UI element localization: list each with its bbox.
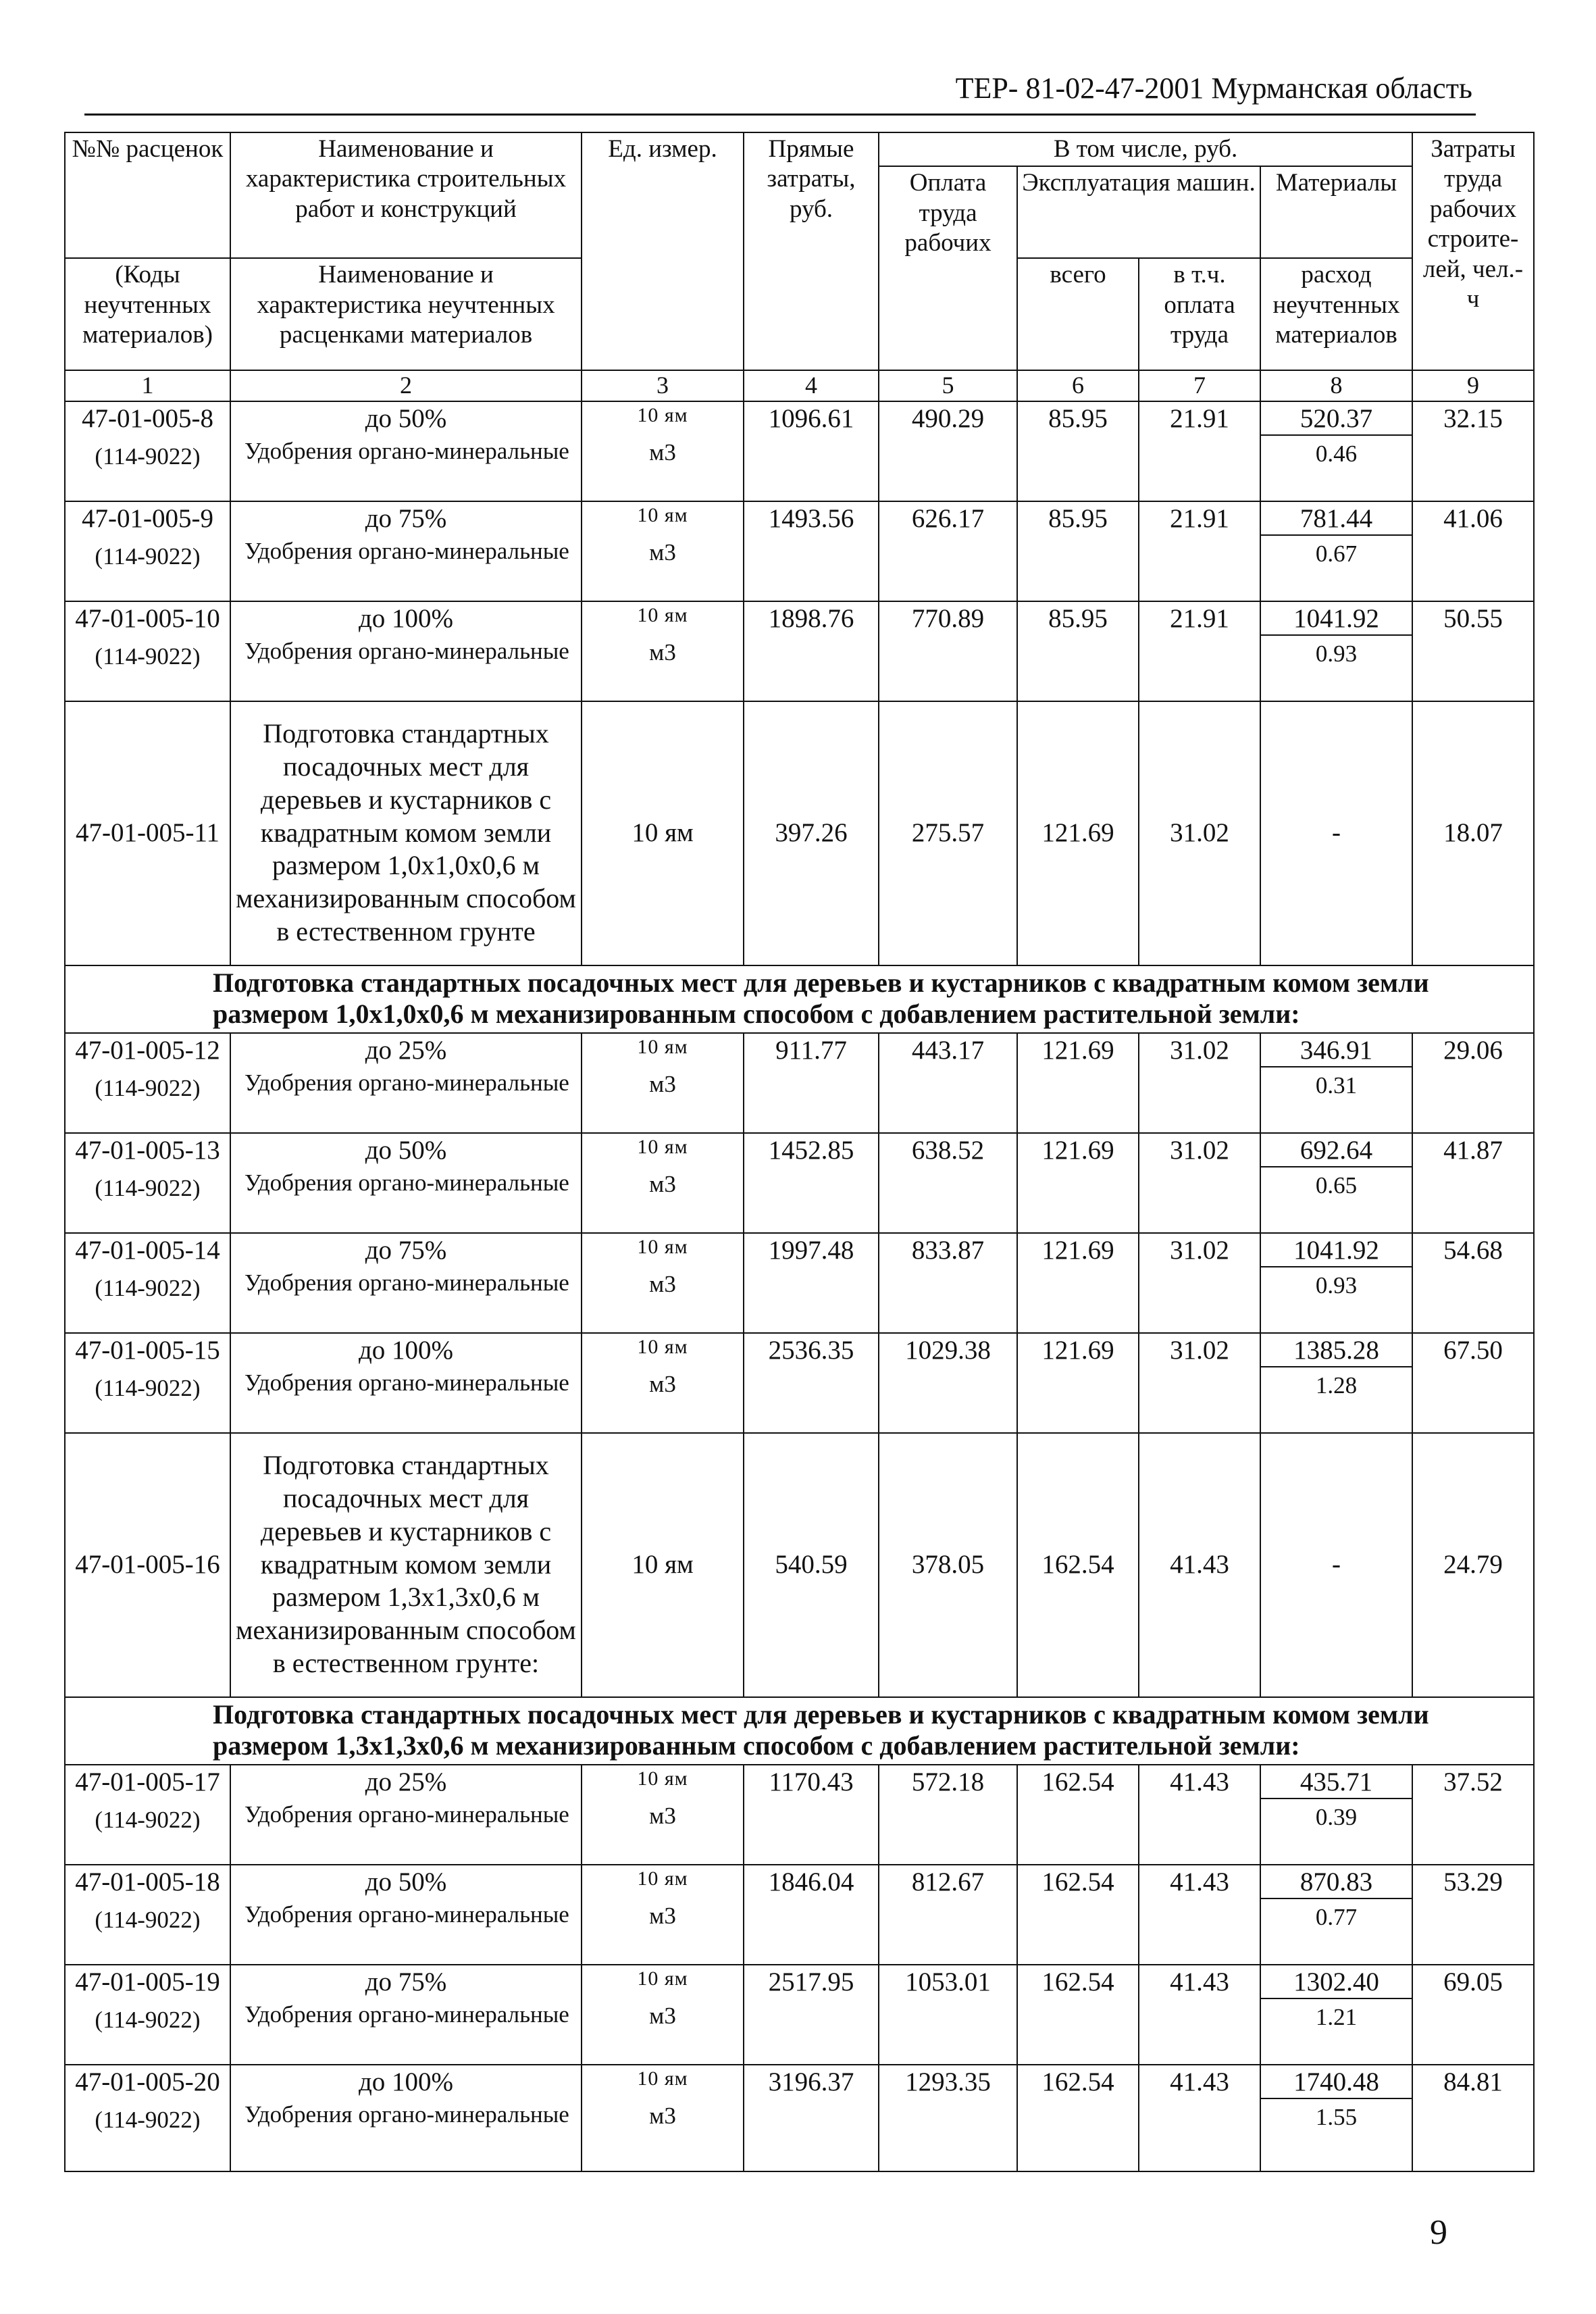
- rate-direct: 1997.48: [744, 1233, 879, 1333]
- rate-name-cell: [230, 401, 582, 501]
- rate-pay: 1053.01: [879, 1965, 1017, 2065]
- rate-name-cell: [230, 1133, 582, 1233]
- header-row-1: [65, 132, 1534, 166]
- rate-labor: 41.87: [1412, 1133, 1534, 1233]
- rate-unit: 10 ям: [637, 503, 688, 526]
- column-number: 3: [582, 370, 744, 401]
- rate-unit-cell: [582, 501, 744, 601]
- materials-cell: [1260, 501, 1412, 601]
- material-code: (114-9022): [95, 1375, 201, 1402]
- rate-unit-cell: [582, 1233, 744, 1333]
- rate-name-cell: [230, 1765, 582, 1865]
- rate-code-cell: [65, 1233, 230, 1333]
- column-number: 7: [1139, 370, 1260, 401]
- material-code: (114-9022): [95, 443, 201, 470]
- rate-unit-cell: [582, 1033, 744, 1133]
- header-materials: Материалы: [1260, 166, 1412, 258]
- rate-unit: 10 ям: [637, 1767, 688, 1790]
- rate-name-cell: [230, 1233, 582, 1333]
- rate-code-cell: [65, 601, 230, 701]
- page-header: ТЕР- 81-02-47-2001 Мурманская область: [955, 72, 1472, 105]
- material-code: (114-9022): [95, 543, 201, 570]
- rate-machine-pay: 41.43: [1139, 2065, 1260, 2171]
- rate-name: до 25%: [365, 1035, 447, 1065]
- rate-unit-cell: [582, 2065, 744, 2171]
- material-unit: м3: [649, 438, 676, 466]
- materials-cell: [1260, 2065, 1412, 2171]
- rate-name: до 75%: [365, 503, 447, 533]
- rate-materials: 520.37: [1261, 403, 1412, 436]
- material-unit: м3: [649, 1270, 676, 1297]
- rate-code: 47-01-005-11: [65, 701, 230, 965]
- rate-name-cell: [230, 601, 582, 701]
- rate-materials: 1041.92: [1261, 603, 1412, 636]
- rate-machine: 85.95: [1017, 501, 1139, 601]
- rate-code: 47-01-005-13: [75, 1135, 220, 1165]
- rate-machine-pay: 21.91: [1139, 401, 1260, 501]
- rate-name: до 100%: [358, 603, 454, 633]
- header-unit: Ед. измер.: [582, 132, 744, 370]
- rate-machine: 121.69: [1017, 1333, 1139, 1433]
- material-quantity: 0.93: [1315, 1272, 1358, 1299]
- material-code: (114-9022): [95, 2007, 201, 2034]
- material-name: Удобрения органо-минеральные: [244, 2101, 569, 2128]
- material-name: Удобрения органо-минеральные: [244, 1070, 569, 1097]
- rate-name-cell: [230, 2065, 582, 2171]
- rate-code: 47-01-005-19: [75, 1967, 220, 1996]
- rate-materials: 692.64: [1261, 1135, 1412, 1168]
- rate-materials: 781.44: [1261, 503, 1412, 536]
- material-quantity: 0.77: [1315, 1904, 1358, 1931]
- rate-pay: 770.89: [879, 601, 1017, 701]
- rate-machine-pay: 41.43: [1139, 1433, 1260, 1697]
- material-name: Удобрения органо-минеральные: [244, 1901, 569, 1928]
- rate-name-cell: [230, 501, 582, 601]
- rate-labor: 41.06: [1412, 501, 1534, 601]
- material-quantity: 0.39: [1315, 1804, 1358, 1831]
- header-direct-costs: Прямые затраты, руб.: [744, 132, 879, 370]
- rate-pay: 638.52: [879, 1133, 1017, 1233]
- material-name: Удобрения органо-минеральные: [244, 1169, 569, 1197]
- material-quantity: 0.93: [1315, 640, 1358, 668]
- rate-unit: 10 ям: [637, 1867, 688, 1890]
- rate-pay: 626.17: [879, 501, 1017, 601]
- material-name: Удобрения органо-минеральные: [244, 538, 569, 565]
- column-number: 9: [1412, 370, 1534, 401]
- rate-unit-cell: [582, 601, 744, 701]
- rate-labor: 67.50: [1412, 1333, 1534, 1433]
- rate-machine: 162.54: [1017, 1765, 1139, 1865]
- rate-row: [65, 1233, 1534, 1333]
- rate-machine-pay: 31.02: [1139, 1033, 1260, 1133]
- materials-cell: [1260, 1033, 1412, 1133]
- column-number: 1: [65, 370, 230, 401]
- rate-labor: 32.15: [1412, 401, 1534, 501]
- rates-table: [64, 132, 1535, 2172]
- rate-labor: 50.55: [1412, 601, 1534, 701]
- rate-unit: 10 ям: [637, 603, 688, 626]
- material-quantity: 0.67: [1315, 540, 1358, 568]
- material-quantity: 1.28: [1315, 1372, 1358, 1399]
- rate-code-cell: [65, 2065, 230, 2171]
- rate-direct: 540.59: [744, 1433, 879, 1697]
- rate-code: 47-01-005-14: [75, 1235, 220, 1265]
- rate-machine: 162.54: [1017, 2065, 1139, 2171]
- rate-machine-pay: 31.02: [1139, 1233, 1260, 1333]
- header-code-materials: (Коды неучтенных материалов): [65, 258, 230, 370]
- rate-materials: -: [1260, 701, 1412, 965]
- rate-materials: 346.91: [1261, 1035, 1412, 1068]
- material-unit: м3: [649, 1902, 676, 1929]
- rate-machine-pay: 41.43: [1139, 1865, 1260, 1965]
- material-name: Удобрения органо-минеральные: [244, 638, 569, 665]
- rate-row-large: [65, 701, 1534, 965]
- rate-pay: 378.05: [879, 1433, 1017, 1697]
- rate-unit: 10 ям: [582, 701, 744, 965]
- rate-direct: 1096.61: [744, 401, 879, 501]
- header-machine-total: всего: [1017, 258, 1139, 370]
- rate-labor: 69.05: [1412, 1965, 1534, 2065]
- material-unit: м3: [649, 538, 676, 565]
- header-machine: Эксплуатация машин.: [1017, 166, 1260, 258]
- rate-materials: 1385.28: [1261, 1335, 1412, 1368]
- header-labor-pay: Оплата труда рабочих: [879, 166, 1017, 370]
- rate-pay: 572.18: [879, 1765, 1017, 1865]
- rate-unit: 10 ям: [582, 1433, 744, 1697]
- rate-labor: 37.52: [1412, 1765, 1534, 1865]
- header-name-materials: Наименование и характеристика неучтенных расценками материалов: [230, 258, 582, 370]
- material-name: Удобрения органо-минеральные: [244, 1369, 569, 1397]
- rate-labor: 53.29: [1412, 1865, 1534, 1965]
- rate-code-cell: [65, 1133, 230, 1233]
- rate-machine-pay: 31.02: [1139, 1133, 1260, 1233]
- rate-row: [65, 1133, 1534, 1233]
- material-code: (114-9022): [95, 1175, 201, 1202]
- header-material-use: расход неучтенных материалов: [1260, 258, 1412, 370]
- rate-code: 47-01-005-10: [75, 603, 220, 633]
- rate-code-cell: [65, 1965, 230, 2065]
- rate-unit-cell: [582, 1333, 744, 1433]
- material-code: (114-9022): [95, 2107, 201, 2134]
- rate-materials: 870.83: [1261, 1867, 1412, 1900]
- rate-machine: 121.69: [1017, 1133, 1139, 1233]
- rate-pay: 275.57: [879, 701, 1017, 965]
- material-unit: м3: [649, 1802, 676, 1829]
- rate-unit: 10 ям: [637, 1035, 688, 1058]
- rate-labor: 18.07: [1412, 701, 1534, 965]
- section-heading: Подготовка стандартных посадочных мест для деревьев и кустарников с квадратным комом земли размером 1,3х1,3х0,6 м механизированным способом с добавлением растительной земли:: [65, 1697, 1534, 1765]
- rate-name: до 75%: [365, 1235, 447, 1265]
- material-quantity: 0.46: [1315, 441, 1358, 468]
- rate-machine-pay: 41.43: [1139, 1765, 1260, 1865]
- header-incl: В том числе, руб.: [879, 132, 1412, 166]
- rate-unit: 10 ям: [637, 1235, 688, 1258]
- rate-name: до 100%: [358, 1335, 454, 1365]
- rate-code: 47-01-005-15: [75, 1335, 220, 1365]
- rate-pay: 812.67: [879, 1865, 1017, 1965]
- material-code: (114-9022): [95, 1907, 201, 1934]
- rate-unit: 10 ям: [637, 1335, 688, 1358]
- rate-code-cell: [65, 501, 230, 601]
- material-code: (114-9022): [95, 643, 201, 670]
- material-quantity: 1.21: [1315, 2004, 1358, 2031]
- rate-machine-pay: 21.91: [1139, 501, 1260, 601]
- rate-code-cell: [65, 401, 230, 501]
- column-number: 4: [744, 370, 879, 401]
- rate-machine-pay: 41.43: [1139, 1965, 1260, 2065]
- section-heading-row: [65, 1697, 1534, 1765]
- material-unit: м3: [649, 1170, 676, 1197]
- header-code: №№ расценок: [65, 132, 230, 258]
- rate-machine-pay: 21.91: [1139, 601, 1260, 701]
- rate-code-cell: [65, 1865, 230, 1965]
- rate-direct: 1846.04: [744, 1865, 879, 1965]
- rate-code: 47-01-005-17: [75, 1767, 220, 1796]
- material-name: Удобрения органо-минеральные: [244, 438, 569, 465]
- materials-cell: [1260, 401, 1412, 501]
- rate-code: 47-01-005-8: [82, 403, 213, 433]
- materials-cell: [1260, 1133, 1412, 1233]
- material-code: (114-9022): [95, 1075, 201, 1102]
- rate-direct: 1493.56: [744, 501, 879, 601]
- rate-name: Подготовка стандартных посадочных мест для деревьев и кустарников с квадратным комом земли размером 1,3х1,3х0,6 м механизированным способом в естественном грунте:: [230, 1433, 582, 1697]
- material-unit: м3: [649, 2002, 676, 2029]
- rate-code-cell: [65, 1033, 230, 1133]
- materials-cell: [1260, 1233, 1412, 1333]
- rate-labor: 24.79: [1412, 1433, 1534, 1697]
- rate-direct: 397.26: [744, 701, 879, 965]
- material-quantity: 1.55: [1315, 2104, 1358, 2131]
- rate-row: [65, 1765, 1534, 1865]
- rate-name: до 100%: [358, 2067, 454, 2096]
- rate-code: 47-01-005-9: [82, 503, 213, 533]
- rate-direct: 2536.35: [744, 1333, 879, 1433]
- rate-row: [65, 1965, 1534, 2065]
- column-number: 2: [230, 370, 582, 401]
- material-quantity: 0.31: [1315, 1072, 1358, 1099]
- rate-direct: 911.77: [744, 1033, 879, 1133]
- rate-name: до 50%: [365, 1867, 447, 1896]
- rate-name-cell: [230, 1965, 582, 2065]
- rate-unit-cell: [582, 401, 744, 501]
- materials-cell: [1260, 1865, 1412, 1965]
- material-quantity: 0.65: [1315, 1172, 1358, 1199]
- rate-machine: 85.95: [1017, 401, 1139, 501]
- materials-cell: [1260, 1765, 1412, 1865]
- material-code: (114-9022): [95, 1807, 201, 1834]
- rate-pay: 1029.38: [879, 1333, 1017, 1433]
- material-name: Удобрения органо-минеральные: [244, 1269, 569, 1297]
- rate-direct: 1452.85: [744, 1133, 879, 1233]
- rate-unit-cell: [582, 1133, 744, 1233]
- header-labor-cost: Затраты труда рабочих строите-лей, чел.-ч: [1412, 132, 1534, 370]
- material-unit: м3: [649, 638, 676, 665]
- rate-materials: 1302.40: [1261, 1967, 1412, 2000]
- rate-code: 47-01-005-16: [65, 1433, 230, 1697]
- rate-name-cell: [230, 1033, 582, 1133]
- rate-row: [65, 601, 1534, 701]
- rate-name: до 50%: [365, 1135, 447, 1165]
- rate-unit-cell: [582, 1765, 744, 1865]
- column-number: 6: [1017, 370, 1139, 401]
- table-body: [65, 132, 1534, 2171]
- rate-unit: 10 ям: [637, 403, 688, 426]
- rate-code: 47-01-005-12: [75, 1035, 220, 1065]
- rate-labor: 29.06: [1412, 1033, 1534, 1133]
- materials-cell: [1260, 1965, 1412, 2065]
- rate-direct: 3196.37: [744, 2065, 879, 2171]
- rate-direct: 2517.95: [744, 1965, 879, 2065]
- rate-unit: 10 ям: [637, 1967, 688, 1990]
- rate-direct: 1898.76: [744, 601, 879, 701]
- rate-row-large: [65, 1433, 1534, 1697]
- rate-materials: 435.71: [1261, 1767, 1412, 1800]
- material-unit: м3: [649, 1370, 676, 1397]
- section-heading-row: [65, 965, 1534, 1033]
- rate-row: [65, 1333, 1534, 1433]
- rate-row: [65, 1865, 1534, 1965]
- rate-row: [65, 401, 1534, 501]
- rate-machine: 121.69: [1017, 701, 1139, 965]
- rate-labor: 84.81: [1412, 2065, 1534, 2171]
- rate-machine: 162.54: [1017, 1433, 1139, 1697]
- materials-cell: [1260, 601, 1412, 701]
- rate-code: 47-01-005-18: [75, 1867, 220, 1896]
- rate-name: до 50%: [365, 403, 447, 433]
- header-machine-incl: в т.ч. оплата труда: [1139, 258, 1260, 370]
- rate-machine: 121.69: [1017, 1033, 1139, 1133]
- rate-machine-pay: 31.02: [1139, 701, 1260, 965]
- rate-machine: 162.54: [1017, 1865, 1139, 1965]
- page-number: 9: [1430, 2213, 1447, 2252]
- rate-machine-pay: 31.02: [1139, 1333, 1260, 1433]
- rate-name: до 75%: [365, 1967, 447, 1996]
- rate-machine: 85.95: [1017, 601, 1139, 701]
- rate-name-cell: [230, 1865, 582, 1965]
- rate-code: 47-01-005-20: [75, 2067, 220, 2096]
- rate-code-cell: [65, 1765, 230, 1865]
- column-number: 8: [1260, 370, 1412, 401]
- material-unit: м3: [649, 1070, 676, 1097]
- rate-name: до 25%: [365, 1767, 447, 1796]
- rate-materials: 1740.48: [1261, 2067, 1412, 2100]
- rate-unit-cell: [582, 1865, 744, 1965]
- materials-cell: [1260, 1333, 1412, 1433]
- column-number-row: [65, 370, 1534, 401]
- material-code: (114-9022): [95, 1275, 201, 1302]
- rate-pay: 1293.35: [879, 2065, 1017, 2171]
- rate-row: [65, 2065, 1534, 2171]
- column-number: 5: [879, 370, 1017, 401]
- material-name: Удобрения органо-минеральные: [244, 1801, 569, 1828]
- rate-name: Подготовка стандартных посадочных мест для деревьев и кустарников с квадратным комом земли размером 1,0х1,0х0,6 м механизированным способом в естественном грунте: [230, 701, 582, 965]
- rate-direct: 1170.43: [744, 1765, 879, 1865]
- material-name: Удобрения органо-минеральные: [244, 2001, 569, 2028]
- rate-unit: 10 ям: [637, 1135, 688, 1158]
- rate-code-cell: [65, 1333, 230, 1433]
- rate-machine: 121.69: [1017, 1233, 1139, 1333]
- rate-pay: 443.17: [879, 1033, 1017, 1133]
- rate-machine: 162.54: [1017, 1965, 1139, 2065]
- rate-labor: 54.68: [1412, 1233, 1534, 1333]
- rate-materials: -: [1260, 1433, 1412, 1697]
- section-heading: Подготовка стандартных посадочных мест для деревьев и кустарников с квадратным комом земли размером 1,0х1,0х0,6 м механизированным способом с добавлением растительной земли:: [65, 965, 1534, 1033]
- material-unit: м3: [649, 2102, 676, 2129]
- header-rule: [84, 114, 1476, 116]
- rate-pay: 490.29: [879, 401, 1017, 501]
- rate-unit-cell: [582, 1965, 744, 2065]
- rate-row: [65, 501, 1534, 601]
- rate-unit: 10 ям: [637, 2067, 688, 2090]
- rate-name-cell: [230, 1333, 582, 1433]
- header-name: Наименование и характеристика строительных работ и конструкций: [230, 132, 582, 258]
- rate-materials: 1041.92: [1261, 1235, 1412, 1268]
- rate-pay: 833.87: [879, 1233, 1017, 1333]
- rate-row: [65, 1033, 1534, 1133]
